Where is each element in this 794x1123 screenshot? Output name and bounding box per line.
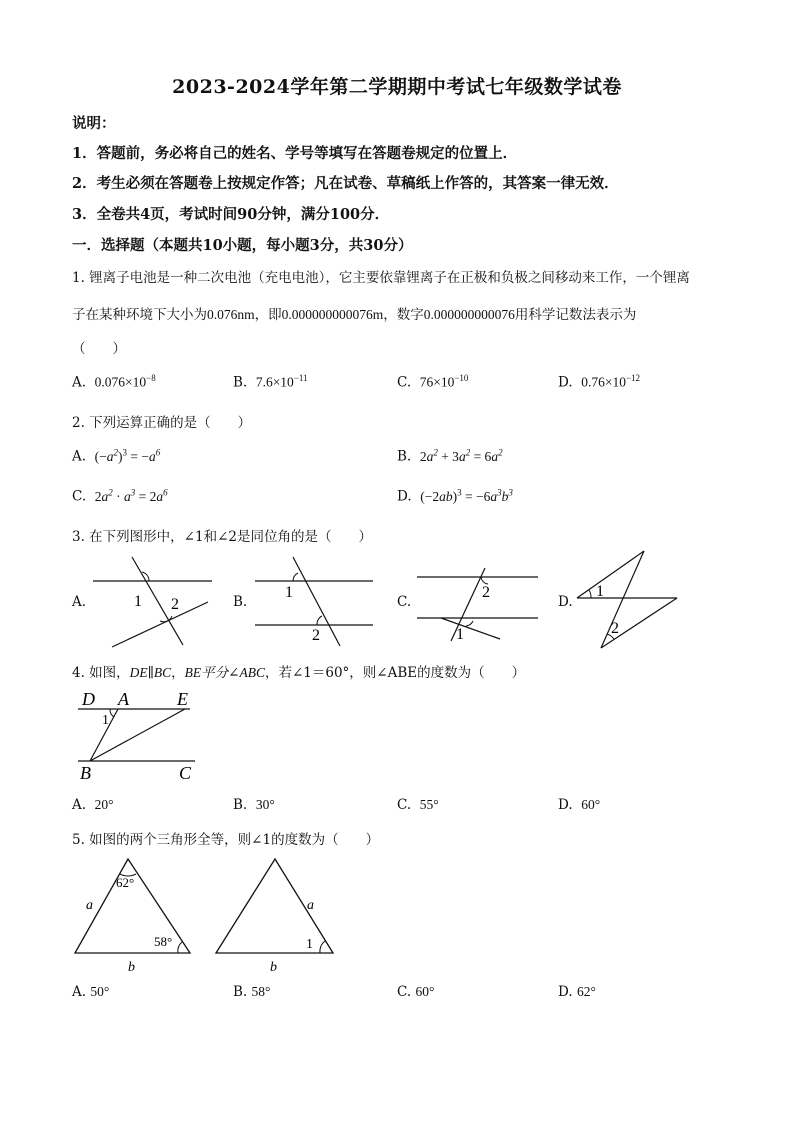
q3-option-c[interactable]: C.: [397, 594, 412, 610]
q2-option-d-label: D.: [397, 488, 412, 505]
q4-sep: ，: [171, 665, 185, 681]
q5-tri2-side-b: b: [270, 960, 277, 975]
q4-option-c[interactable]: [397, 797, 439, 813]
q4-option-d[interactable]: [558, 797, 600, 813]
q1-option-a-base: 0.076×10: [94, 374, 147, 390]
q5-tri1-top-angle: 62°: [116, 875, 135, 890]
q4-cond-bisect: BE平分∠ABC: [184, 665, 265, 680]
q4-stem-pre: 4. 如图，: [72, 665, 130, 681]
q1-option-a[interactable]: [72, 373, 156, 391]
q5-triangle-2: [213, 855, 338, 975]
q2-option-c[interactable]: [72, 487, 168, 505]
q4-figure: [72, 687, 202, 782]
q5-triangle-1: [70, 855, 195, 975]
q2-option-a[interactable]: [72, 447, 160, 465]
q5-option-c-value: 60°: [415, 984, 435, 999]
q5-option-b[interactable]: [233, 984, 270, 1000]
q2-option-a-label: A.: [72, 448, 87, 465]
q2-option-d-expr: $(-2ab)^3 = -6a^3b^3$: [420, 487, 513, 504]
q1-option-d-label: D.: [558, 374, 573, 391]
note-item-2: 2．考生必须在答题卷上按规定作答；凡在试卷、草稿纸上作答的，其答案一律无效．: [72, 175, 619, 192]
q2-option-b-label: B.: [397, 448, 412, 465]
q2-option-b[interactable]: [397, 447, 503, 465]
q5-tri2-angle-1: 1: [306, 937, 313, 952]
section-heading: 一．选择题（本题共10小题，每小题3分，共30分）: [72, 237, 413, 254]
q3-figure-c: [414, 563, 544, 648]
q4-option-b[interactable]: [233, 797, 275, 813]
q1-mid2: ，数字: [383, 307, 424, 323]
q4-option-a[interactable]: [72, 797, 114, 813]
q1-option-c-exp: −10: [454, 373, 469, 383]
q5-option-a[interactable]: [72, 984, 109, 1000]
q3a-label-1: 1: [134, 593, 142, 610]
q4-angle-1: 1: [102, 713, 109, 728]
q3c-label-1: 1: [456, 626, 464, 643]
q5-tri1-side-b: b: [128, 960, 135, 975]
q1-line1: 1. 锂离子电池是一种二次电池（充电电池），它主要依靠锂离子在正极和负极之间移动来工作，一个锂离: [72, 270, 690, 286]
q3-figure-a: [90, 555, 220, 650]
note-item-3: 3．全卷共4页，考试时间90分钟，满分100分．: [72, 206, 390, 223]
q4-option-b-value: 30°: [255, 797, 275, 812]
q2-option-a-expr: $(-a^2)^3 = -a^6$: [94, 447, 161, 464]
q2-option-c-label: C.: [72, 488, 87, 505]
q5-option-d-value: 62°: [576, 984, 596, 999]
q3b-label-1: 1: [285, 584, 293, 601]
q1-value-nm: 0.076nm: [207, 307, 255, 322]
q4-stem: [72, 661, 525, 681]
q5-option-a-value: 50°: [90, 984, 110, 999]
q1-line2: [72, 303, 636, 323]
q5-option-b-label: B.: [233, 984, 248, 1000]
q5-option-c[interactable]: [397, 984, 434, 1000]
q2-option-b-expr: $2a^2 + 3a^2 = 6a^2$: [419, 447, 503, 464]
q5-option-a-label: A.: [72, 984, 87, 1000]
q3-figure-d: [574, 548, 684, 653]
q1-option-c-label: C.: [397, 374, 412, 391]
q1-option-b-label: B.: [233, 374, 248, 391]
q4-option-b-label: B.: [233, 797, 248, 813]
q4-point-b: B: [80, 763, 91, 783]
q5-tri1-side-a: a: [86, 898, 93, 913]
q1-option-d-exp: −12: [625, 373, 641, 383]
note-item-1: 1．答题前，务必将自己的姓名、学号等填写在答题卷规定的位置上．: [72, 145, 518, 162]
q4-option-d-label: D.: [558, 797, 573, 813]
q4-stem-post: 的度数为（ ）: [417, 665, 526, 681]
q1-option-d-base: 0.76×10: [581, 374, 626, 390]
q5-option-d[interactable]: [558, 984, 596, 1000]
q3d-label-2: 2: [611, 620, 619, 637]
q2-option-c-expr: $2a^2 \cdot a^3 = 2a^6$: [94, 487, 168, 504]
q4-point-d: D: [82, 689, 95, 709]
q4-option-a-label: A.: [72, 797, 87, 813]
page-title: 2023-2024学年第二学期期中考试七年级数学试卷: [172, 76, 622, 98]
q5-tri2-side-a: a: [307, 898, 314, 913]
q1-option-a-exp: −8: [146, 373, 156, 383]
q1-option-c-base: 76×10: [419, 374, 455, 390]
q1-blank: （ ）: [72, 341, 126, 357]
q4-option-c-value: 55°: [419, 797, 439, 812]
q1-mid1: ，即: [254, 307, 282, 323]
q1-option-a-label: A.: [72, 374, 87, 391]
q1-option-b-exp: −11: [293, 373, 308, 383]
q3-option-d[interactable]: D.: [558, 594, 573, 610]
q3-option-a[interactable]: A.: [72, 594, 87, 610]
q5-stem: 5. 如图的两个三角形全等，则∠1的度数为（ ）: [72, 832, 380, 848]
q4-point-a: A: [118, 689, 129, 709]
q1-option-c[interactable]: [397, 373, 468, 391]
q2-stem: 2. 下列运算正确的是（ ）: [72, 415, 252, 431]
q3-stem: 3. 在下列图形中，∠1和∠2是同位角的是（ ）: [72, 529, 372, 545]
q4-option-c-label: C.: [397, 797, 412, 813]
q1-option-d[interactable]: [558, 373, 640, 391]
q4-option-a-value: 20°: [94, 797, 114, 812]
q3-option-b[interactable]: B.: [233, 594, 248, 610]
q4-cond-parallel: DE∥BC: [129, 665, 172, 680]
q1-value-number: 0.000000000076: [423, 307, 515, 322]
q5-option-c-label: C.: [397, 984, 412, 1000]
q4-cond-angle: ，若∠1＝60°，则∠ABE: [264, 665, 418, 681]
q1-line2-pre: 子在某种环境下大小为: [72, 307, 207, 323]
q5-option-b-value: 58°: [251, 984, 271, 999]
q2-option-d[interactable]: [397, 487, 513, 505]
q3a-label-2: 2: [171, 596, 179, 613]
q1-post: 用科学记数法表示为: [514, 307, 637, 323]
q4-point-c: C: [179, 763, 192, 783]
q3b-label-2: 2: [312, 627, 320, 644]
q1-option-b-base: 7.6×10: [255, 374, 294, 390]
q1-option-b[interactable]: [233, 373, 308, 391]
q4-option-d-value: 60°: [581, 797, 601, 812]
q5-option-d-label: D.: [558, 984, 573, 1000]
q1-value-m: 0.000000000076m: [281, 307, 384, 322]
q4-point-e: E: [177, 689, 188, 709]
q3c-label-2: 2: [482, 584, 490, 601]
q5-tri1-right-angle: 58°: [154, 934, 173, 949]
q3d-label-1: 1: [596, 583, 604, 600]
q3-figure-b: [250, 553, 380, 648]
notes-heading: 说明：: [72, 115, 116, 132]
